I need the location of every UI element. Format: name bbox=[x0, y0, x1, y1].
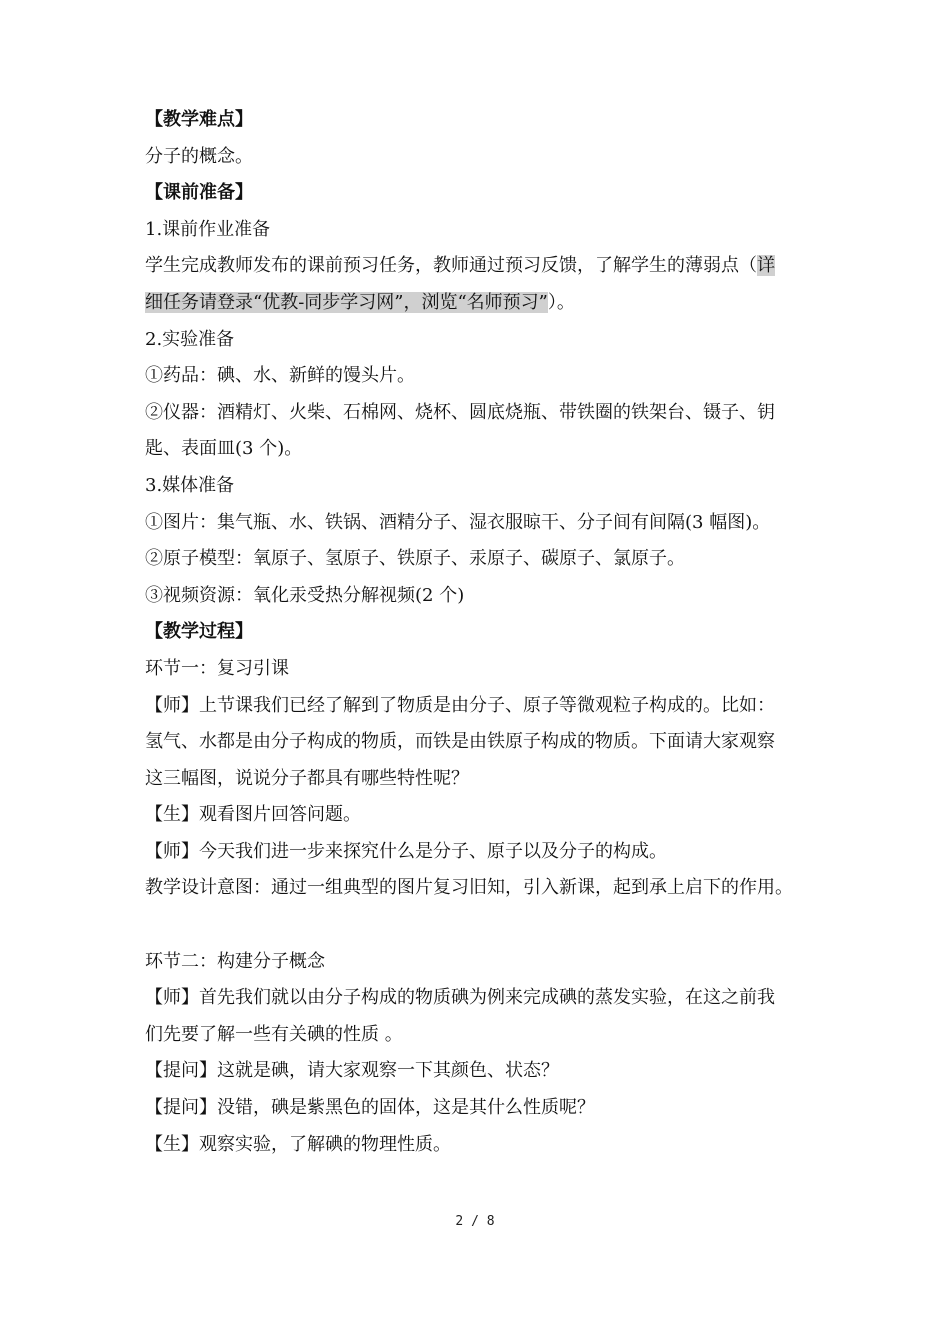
page-number: 2 / 8 bbox=[455, 1214, 495, 1229]
prep-1-highlight-a: 详 bbox=[757, 255, 775, 277]
prep-3-item-2: ②原子模型：氧原子、氢原子、铁原子、汞原子、碳原子、氯原子。 bbox=[145, 548, 685, 570]
prep-1-highlight-b: 细任务请登录“优教-同步学习网”，浏览“名师预习” bbox=[145, 291, 548, 313]
prep-2-title: 2.实验准备 bbox=[145, 328, 235, 350]
section-heading-difficulty: 【教学难点】 bbox=[145, 109, 253, 130]
prep-1-text-a: 学生完成教师发布的课前预习任务，教师通过预习反馈，了解学生的薄弱点（ bbox=[145, 255, 757, 277]
step-1-teacher-1-line-2: 氢气、水都是由分子构成的物质，而铁是由铁原子构成的物质。下面请大家观察 bbox=[145, 731, 775, 753]
step-1-teacher-1-line-1: 【师】上节课我们已经了解到了物质是由分子、原子等微观粒子构成的。比如： bbox=[145, 694, 775, 716]
difficulty-text: 分子的概念。 bbox=[145, 145, 253, 167]
step-1-title: 环节一：复习引课 bbox=[145, 657, 289, 679]
prep-3-item-3: ③视频资源：氧化汞受热分解视频(2 个) bbox=[145, 584, 465, 606]
prep-1-paragraph-line-2 bbox=[145, 285, 820, 322]
step-2-teacher-1-line-2: 们先要了解一些有关碘的性质 。 bbox=[145, 1023, 403, 1045]
step-1-teacher-2: 【师】今天我们进一步来探究什么是分子、原子以及分子的构成。 bbox=[145, 840, 667, 862]
step-1-teacher-1-line-3: 这三幅图，说说分子都具有哪些特性呢？ bbox=[145, 767, 469, 789]
prep-1-title: 1.课前作业准备 bbox=[145, 218, 271, 240]
prep-2-item-2-line-2: 匙、表面皿(3 个)。 bbox=[145, 438, 303, 460]
section-heading-prep: 【课前准备】 bbox=[145, 182, 253, 204]
prep-2-item-2-line-1: ②仪器：酒精灯、火柴、石棉网、烧杯、圆底烧瓶、带铁圈的铁架台、镊子、钥 bbox=[145, 401, 775, 423]
step-1-design-intent: 教学设计意图：通过一组典型的图片复习旧知，引入新课，起到承上启下的作用。 bbox=[145, 877, 793, 899]
step-2-teacher-1-line-1: 【师】首先我们就以由分子构成的物质碘为例来完成碘的蒸发实验，在这之前我 bbox=[145, 987, 775, 1009]
section-heading-process: 【教学过程】 bbox=[145, 621, 253, 643]
prep-1-text-b: ）。 bbox=[547, 291, 575, 313]
step-2-student-1: 【生】观察实验，了解碘的物理性质。 bbox=[145, 1133, 451, 1155]
prep-3-item-1: ①图片：集气瓶、水、铁锅、酒精分子、湿衣服晾干、分子间有间隔(3 幅图)。 bbox=[145, 511, 771, 533]
step-1-student-1: 【生】观看图片回答问题。 bbox=[145, 804, 361, 826]
prep-2-item-1: ①药品：碘、水、新鲜的馒头片。 bbox=[145, 365, 415, 387]
step-2-question-2: 【提问】没错，碘是紫黑色的固体，这是其什么性质呢？ bbox=[145, 1097, 595, 1119]
document-body bbox=[145, 102, 820, 1163]
paragraph-spacer bbox=[145, 907, 820, 944]
step-2-title: 环节二：构建分子概念 bbox=[145, 950, 325, 972]
step-2-question-1: 【提问】这就是碘，请大家观察一下其颜色、状态？ bbox=[145, 1060, 559, 1082]
prep-3-title: 3.媒体准备 bbox=[145, 474, 235, 496]
prep-1-paragraph-line-1 bbox=[145, 248, 820, 285]
